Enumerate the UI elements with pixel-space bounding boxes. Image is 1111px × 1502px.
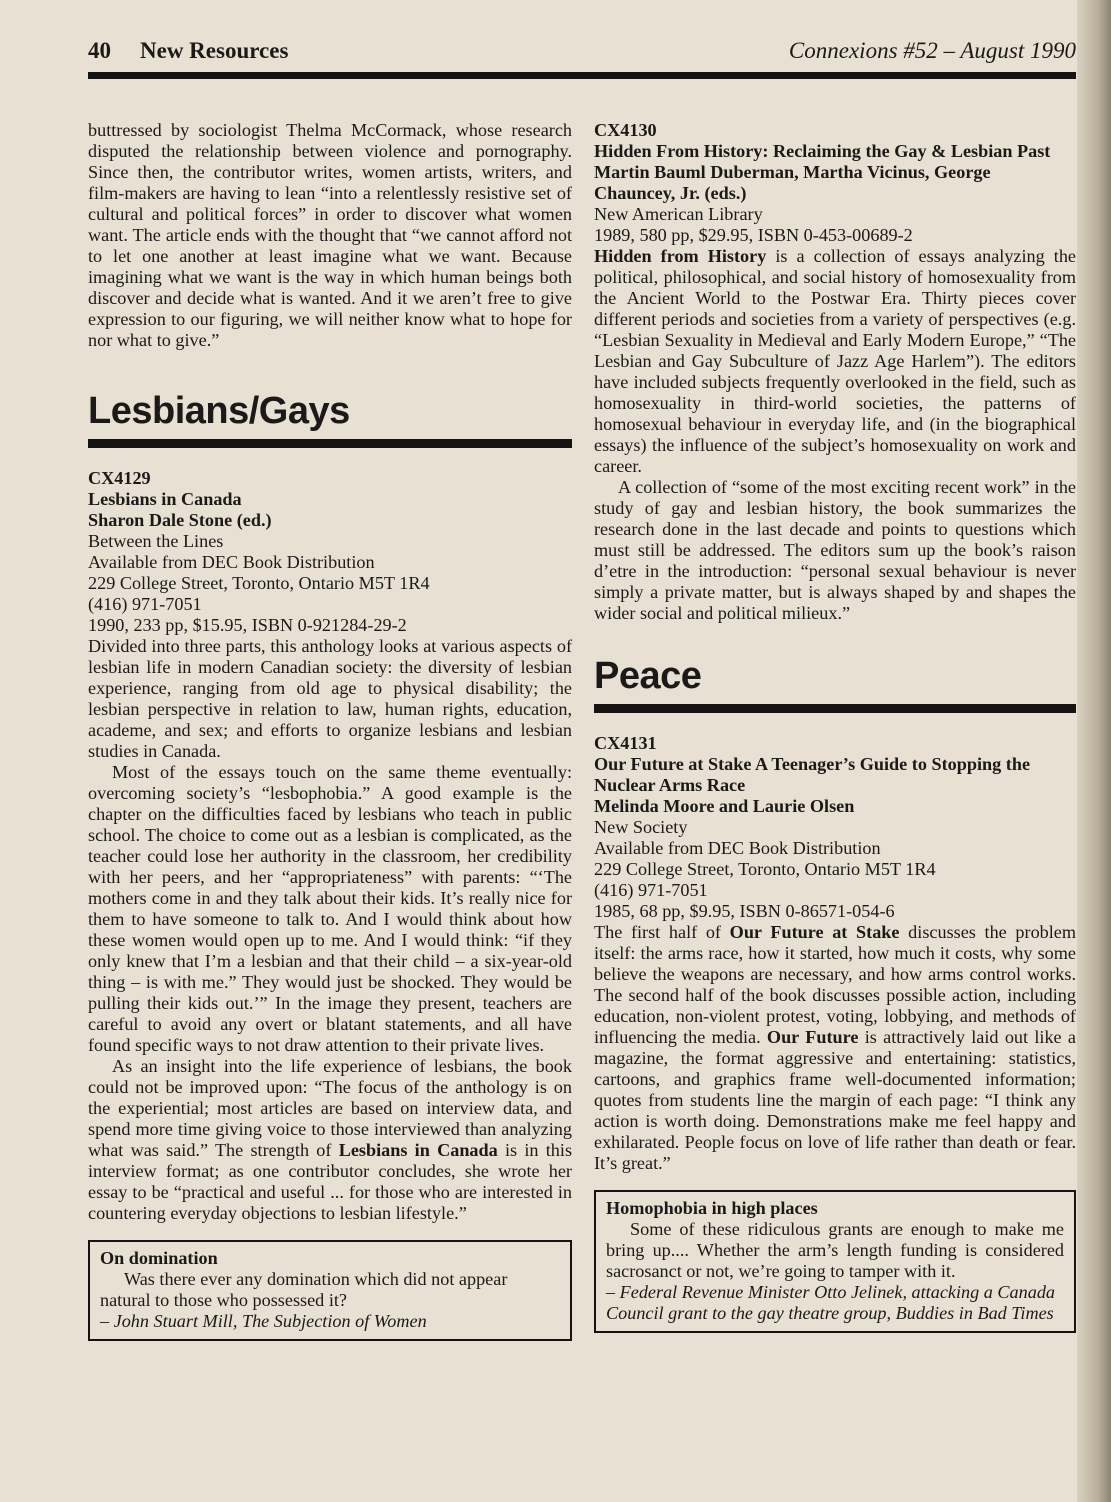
entry-address: 229 College Street, Toronto, Ontario M5T 1R4 xyxy=(594,859,936,879)
page-number: 40 xyxy=(88,38,111,63)
review-paragraph: Most of the essays touch on the same theme eventually: overcoming society’s “lesbophobia.” A good example is the chapter on the difficulties faced by lesbians who teach in public school. The choice to come out as a lesbian is complicated, as the teacher could lose her authority in the classroom, her credibility with her peers, and her “appropriateness” with parents: “‘The mothers come in and they talk about their kids. It’s really nice for them to have someone to talk to. And I would think about how these women would open up to me. And I would think: “if they only knew that I’m a lesbian and that their child – a six-year-old thing – is with me.” They would just be shocked. They would be pulling their kids out.’” In the image they present, teachers are careful to avoid any overt or blatant statements, and all have found specific ways to not draw attention to their private lives. xyxy=(88,762,572,1055)
quote-box-homophobia xyxy=(594,1190,1076,1333)
entry-details: 1985, 68 pp, $9.95, ISBN 0-86571-054-6 xyxy=(594,901,895,921)
entry-phone: (416) 971-7051 xyxy=(88,594,202,614)
page-edge-shadow xyxy=(1077,0,1111,1502)
quote-attribution: – John Stuart Mill, The Subjection of Women xyxy=(100,1311,427,1331)
quote-attribution: – Federal Revenue Minister Otto Jelinek, attacking a Canada Council grant to the gay theatre group, Buddies in Bad Times xyxy=(606,1282,1056,1323)
left-column xyxy=(88,120,572,1341)
entry-publisher: New Society xyxy=(594,817,688,837)
review-paragraph: A collection of “some of the most exciting recent work” in the study of gay and lesbian history, the book summarizes the research done in the last decade and points to questions which must still be addressed. The editors sum up the book’s raison d’etre in the introduction: “personal sexual behaviour is never simply a private matter, but is always shaped by and shapes the wider social and political milieux.” xyxy=(594,477,1076,623)
book-title-inline: Lesbians in Canada xyxy=(338,1140,498,1160)
entry-phone: (416) 971-7051 xyxy=(594,880,708,900)
review-paragraph: As an insight into the life experience of lesbians, the book could not be improved upon: “The focus of the anthology is on the experiential; most articles are based on interview data, and spend more time giving voice to those interviewed than analyzing what was said.” The strength of Lesbians in Canada is in this interview format; as one contributor concludes, she wrote her essay to be “practical and useful ... for those who are interested in countering everyday objections to lesbian lifestyle.” xyxy=(88,1056,573,1223)
entry-availability: Available from DEC Book Distribution xyxy=(88,552,375,572)
entry-details: 1989, 580 pp, $29.95, ISBN 0-453-00689-2 xyxy=(594,225,913,245)
section-title-lesbians-gays: Lesbians/Gays xyxy=(88,390,350,432)
header-rule xyxy=(88,72,1076,79)
intro-paragraph: buttressed by sociologist Thelma McCormack, whose research disputed the relationship between violence and pornography. Since then, the contributor writes, women artists, writers, and film-makers are having to lean “into a relentlessly resistive set of cultural and political forces” in order to discover what women want. The article ends with the thought that “we cannot afford not to let one another at least imagine what we want. Because imagining what we want is the way in which human beings both discover and decide what is wanted. And it we aren’t free to give expression to our figuring, we will neither know what to hope for nor what to give.” xyxy=(88,120,572,350)
entry-cx4131 xyxy=(594,733,1076,922)
entry-cx4129 xyxy=(88,468,572,636)
book-title-inline: Hidden from History xyxy=(594,246,767,266)
running-section-title: New Resources xyxy=(140,38,289,63)
quote-title: On domination xyxy=(100,1248,218,1268)
entry-author: Sharon Dale Stone (ed.) xyxy=(88,510,272,530)
quote-text: Was there ever any domination which did not appear natural to those who possessed it? xyxy=(100,1269,508,1310)
entry-publisher: Between the Lines xyxy=(88,531,224,551)
review-paragraph: Divided into three parts, this anthology looks at various aspects of lesbian life in modern Canadian society: the diversity of lesbian experience, ranging from old age to physical disability; the lesbian perspective in relation to law, human rights, education, academe, and sex; and efforts to organize lesbians and lesbian studies in Canada. xyxy=(88,636,572,761)
book-title-inline: Our Future at Stake xyxy=(729,922,900,942)
entry-details: 1990, 233 pp, $15.95, ISBN 0-921284-29-2 xyxy=(88,615,407,635)
entry-code: CX4130 xyxy=(594,120,657,140)
entry-publisher: New American Library xyxy=(594,204,763,224)
section-title-peace: Peace xyxy=(594,655,702,697)
entry-code: CX4129 xyxy=(88,468,151,488)
entry-cx4130 xyxy=(594,120,1076,246)
entry-authors: Martin Bauml Duberman, Martha Vicinus, George Chauncey, Jr. (eds.) xyxy=(594,162,991,203)
book-title-inline: Our Future xyxy=(766,1027,859,1047)
section-rule xyxy=(88,439,572,448)
entry-title: Hidden From History: Reclaiming the Gay & Lesbian Past xyxy=(594,141,1051,161)
entry-code: CX4131 xyxy=(594,733,657,753)
entry-address: 229 College Street, Toronto, Ontario M5T 1R4 xyxy=(88,573,430,593)
review-paragraph: The first half of Our Future at Stake discusses the problem itself: the arms race, how it started, how much it costs, why some believe the weapons are necessary, and how arms control works. The second half of the book discusses possible action, including education, non-violent protest, voting, lobbying, and methods of influencing the media. Our Future is attractively laid out like a magazine, the format aggressive and entertaining: statistics, cartoons, and graphics frame well-documented information; quotes from students line the margin of each page: “I think any action is worth doing. Demonstrations make me feel happy and exhilarated. People focus on love of life rather than death or fear. It’s great.” xyxy=(594,922,1077,1173)
right-column xyxy=(594,120,1076,1333)
review-paragraph: Hidden from History is a collection of essays analyzing the political, philosophical, and social history of homosexuality from the Ancient World to the Postwar Era. Thirty pieces cover different periods and societies from a variety of perspectives (e.g. “Lesbian Sexuality in Medieval and Early Modern Europe,” “The Lesbian and Gay Subculture of Jazz Age Harlem”). The editors have included subjects frequently overlooked in the field, such as homosexuality in third-world societies, the patterns of homosexual behaviour in everyday life, and (in the biographical essays) the influence of the subject’s homosexuality on work and career. xyxy=(594,246,1076,476)
entry-availability: Available from DEC Book Distribution xyxy=(594,838,881,858)
entry-title: Our Future at Stake A Teenager’s Guide to Stopping the Nuclear Arms Race xyxy=(594,754,1031,795)
entry-authors: Melinda Moore and Laurie Olsen xyxy=(594,796,855,816)
quote-title: Homophobia in high places xyxy=(606,1198,818,1218)
section-rule xyxy=(594,704,1076,713)
quote-text: Some of these ridiculous grants are enough to make me bring up.... Whether the arm’s length funding is considered sacrosanct or not, we’re going to tamper with it. xyxy=(606,1219,1064,1281)
quote-box-on-domination xyxy=(88,1240,572,1341)
page-header xyxy=(88,36,1076,72)
entry-title: Lesbians in Canada xyxy=(88,489,242,509)
issue-label: Connexions #52 – August 1990 xyxy=(788,38,1076,63)
